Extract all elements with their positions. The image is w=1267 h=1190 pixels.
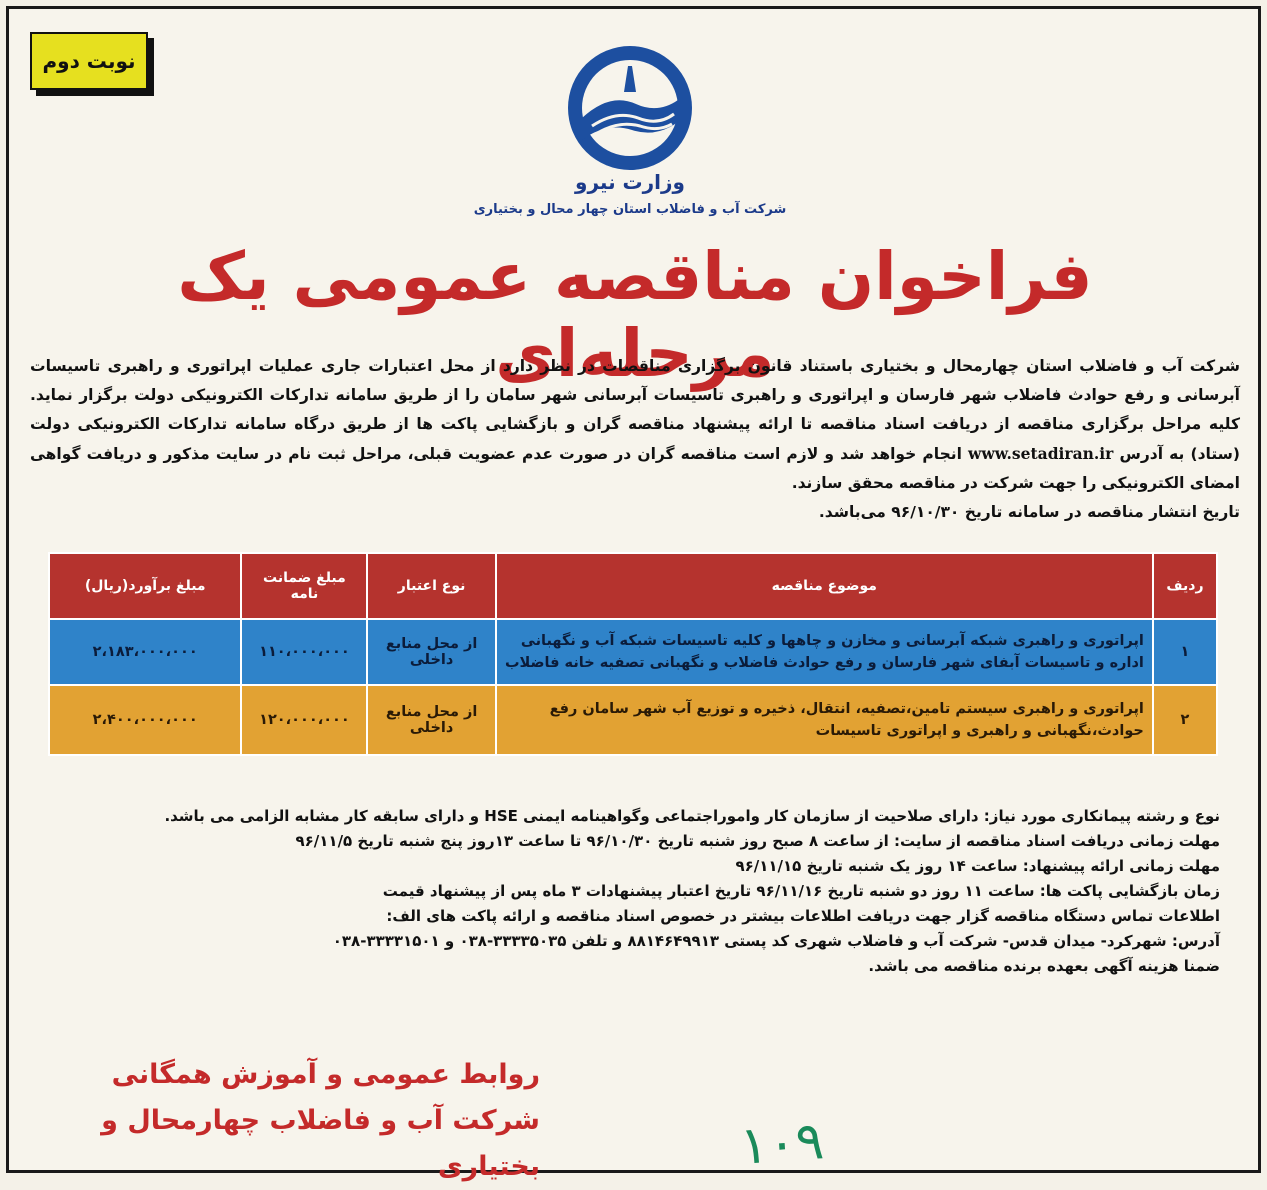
table-row	[49, 685, 1217, 755]
ad-cost-note: ضمنا هزینه آگهی بعهده برنده مناقصه می باشد.	[868, 957, 1220, 975]
intro-paragraph	[30, 352, 1240, 527]
proposal-deadline: مهلت زمانی ارائه پیشنهاد: ساعت ۱۴ روز یک شنبه تاریخ ۹۶/۱۱/۱۵	[735, 857, 1220, 875]
water-company-logo	[540, 22, 720, 182]
header-row-number: ردیف	[1153, 553, 1217, 619]
footer-department: روابط عمومی و آموزش همگانی	[111, 1059, 540, 1090]
intro-text-2: انجام خواهد شد و لازم است مناقصه گران در صورت عدم عضویت قبلی، مراحل ثبت نام در سایت مذکور و دریافت گواهی امضای الکترونیکی را جهت شرکت در مناقصه محقق سازند.	[30, 445, 1240, 492]
table-header-row	[49, 553, 1217, 619]
cell-subject: اپراتوری و راهبری سیستم تامین،تصفیه، انتقال، ذخیره و توزیع آب شهر سامان رفع حوادث،نگهبانی و راهبری و اپراتوری تاسیسات	[496, 685, 1153, 755]
footer-signature	[40, 1052, 540, 1190]
cell-estimate: ۲،۴۰۰،۰۰۰،۰۰۰	[49, 685, 241, 755]
publish-date: تاریخ انتشار مناقصه در سامانه تاریخ ۹۶/۱۰/۳۰ می‌باشد.	[818, 503, 1240, 521]
address: آدرس: شهرکرد- میدان قدس- شرکت آب و فاضلاب شهری کد پستی ۸۸۱۴۶۴۹۹۱۳ و تلفن ۳۳۳۳۵۰۳۵-۰۳۸ و ۳۳۳۳۱۵۰۱-۰۳۸	[332, 932, 1220, 950]
handwritten-number: ۱۰۹	[738, 1111, 826, 1177]
ministry-name: وزارت نیرو	[575, 170, 685, 194]
cell-row-number: ۲	[1153, 685, 1217, 755]
header-guarantee: مبلغ ضمانت نامه	[241, 553, 367, 619]
website-link[interactable]: www.setadiran.ir	[968, 444, 1114, 463]
table-row	[49, 619, 1217, 685]
opening-time: زمان بازگشایی پاکت ها: ساعت ۱۱ روز دو شنبه تاریخ ۹۶/۱۱/۱۶ تاریخ اعتبار پیشنهادات ۳ ماه پس از پیشنهاد قیمت	[382, 882, 1220, 900]
issue-badge: نوبت دوم	[30, 32, 148, 90]
cell-credit-type: از محل منابع داخلی	[367, 685, 495, 755]
header-estimate: مبلغ برآورد(ریال)	[49, 553, 241, 619]
cell-guarantee: ۱۱۰،۰۰۰،۰۰۰	[241, 619, 367, 685]
tender-details	[30, 804, 1220, 979]
header-credit-type: نوع اعتبار	[367, 553, 495, 619]
tender-table	[48, 552, 1218, 756]
contractor-requirements: نوع و رشته پیمانکاری مورد نیاز: دارای صلاحیت از سازمان کار واموراجتماعی وگواهینامه ایمنی HSE و دارای سابقه کار مشابه الزامی می باشد.	[164, 807, 1220, 825]
logo-icon	[540, 22, 720, 182]
cell-guarantee: ۱۲۰،۰۰۰،۰۰۰	[241, 685, 367, 755]
company-name-small: شرکت آب و فاضلاب استان چهار محال و بختیاری	[473, 202, 787, 217]
page-title: فراخوان مناقصه عمومی یک مرحله‌ای	[177, 238, 1093, 392]
cell-row-number: ۱	[1153, 619, 1217, 685]
contact-info-heading: اطلاعات تماس دستگاه مناقصه گزار جهت دریافت اطلاعات بیشتر در خصوص اسناد مناقصه و ارائه پاکت های الف:	[386, 907, 1220, 925]
footer-company: شرکت آب و فاضلاب چهارمحال و بختیاری	[101, 1105, 540, 1182]
intro-text-1: شرکت آب و فاضلاب استان چهارمحال و بختیاری باستناد قانون برگزاری مناقصات در نظر دارد از محل اعتبارات جاری عملیات اپراتوری و راهبری تاسیسات آبرسانی و رفع حوادث فاضلاب شهر فارسان و اپراتوری و راهبری تاسیسات آبرسانی شهر سامان را از طریق سامانه تدارکات الکترونیکی دولت برگزار نماید. کلیه مراحل برگزاری مناقصه از دریافت اسناد مناقصه تا ارائه پیشنهاد مناقصه گران و بازگشایی پاکت ها از طریق درگاه سامانه تدارکات الکترونیکی دولت (ستاد) به آدرس	[30, 357, 1240, 463]
cell-credit-type: از محل منابع داخلی	[367, 619, 495, 685]
document-deadline: مهلت زمانی دریافت اسناد مناقصه از سایت: از ساعت ۸ صبح روز شنبه تاریخ ۹۶/۱۰/۳۰ تا ساعت ۱۳روز پنج شنبه تاریخ ۹۶/۱۱/۵	[295, 832, 1220, 850]
cell-subject: اپراتوری و راهبری شبکه آبرسانی و مخازن و چاهها و کلیه تاسیسات شبکه آب و نگهبانی اداره و تاسیسات آبفای شهر فارسان و رفع حوادث فاضلاب و نگهبانی تصفیه خانه فاضلاب	[496, 619, 1153, 685]
cell-estimate: ۲،۱۸۳،۰۰۰،۰۰۰	[49, 619, 241, 685]
header-subject: موضوع مناقصه	[496, 553, 1153, 619]
